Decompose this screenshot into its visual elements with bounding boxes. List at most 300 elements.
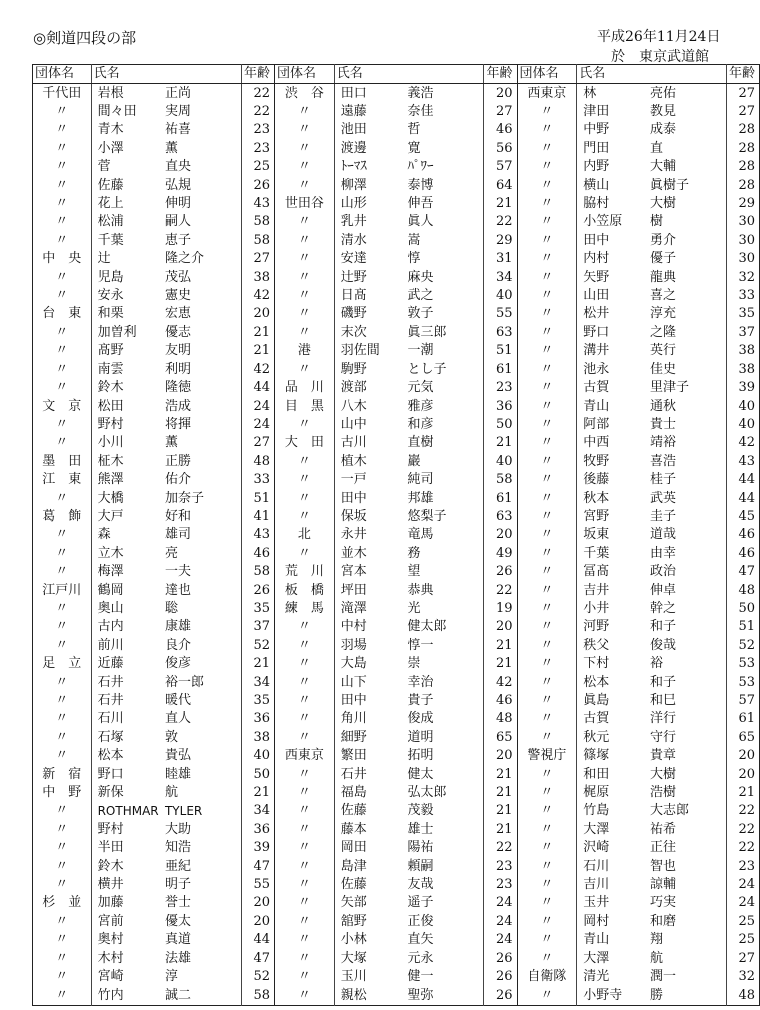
given-name: 奈佳 — [407, 104, 434, 120]
group-cell: 〃 — [275, 471, 334, 489]
surname: 磯野 — [340, 306, 367, 322]
table-row — [33, 894, 275, 912]
surname: 大橋 — [97, 490, 124, 506]
surname: 石井 — [340, 766, 367, 782]
header-row — [518, 65, 760, 84]
given-name: 真道 — [164, 932, 191, 948]
group-cell: 〃 — [518, 563, 577, 581]
age-cell: 21 — [495, 803, 513, 819]
given-name: 元気 — [407, 380, 434, 396]
name-cell — [91, 305, 241, 323]
table-row — [518, 158, 760, 176]
page-title: ◎剣道四段の部 — [33, 29, 137, 47]
name-cell — [577, 305, 727, 323]
name-cell — [577, 471, 727, 489]
table-row — [275, 747, 517, 765]
name-header: 氏名 — [334, 65, 484, 84]
name-cell — [334, 563, 484, 581]
age-cell: 52 — [738, 637, 755, 653]
age-cell: 33 — [253, 472, 270, 488]
given-name: 道哉 — [649, 527, 676, 543]
group-cell: 〃 — [33, 747, 92, 765]
age-cell: 44 — [738, 490, 755, 506]
age-header: 年齢 — [484, 65, 517, 84]
group-header: 団体名 — [518, 65, 577, 84]
age-cell: 50 — [738, 600, 755, 616]
table-row — [275, 894, 517, 912]
age-cell: 26 — [495, 987, 513, 1003]
table-row — [33, 692, 275, 710]
table-row — [518, 526, 760, 544]
surname: 八木 — [340, 398, 367, 414]
surname: 一戸 — [340, 472, 367, 488]
table-row — [33, 673, 275, 691]
name-cell — [91, 986, 241, 1005]
group-cell: 〃 — [518, 103, 577, 121]
name-cell — [577, 747, 727, 765]
given-name: 法雄 — [164, 950, 191, 966]
age-cell: 39 — [253, 840, 270, 856]
given-name: 弘規 — [164, 177, 191, 193]
name-cell — [334, 618, 484, 636]
surname: 羽場 — [340, 637, 367, 653]
surname: 坪田 — [340, 582, 367, 598]
name-cell — [91, 729, 241, 747]
table-row — [33, 637, 275, 655]
surname: 内野 — [583, 159, 610, 175]
table-row — [275, 416, 517, 434]
surname: 宮本 — [340, 564, 367, 580]
table-row — [518, 913, 760, 931]
group-cell: 〃 — [275, 765, 334, 783]
table-row — [518, 784, 760, 802]
age-cell: 55 — [495, 306, 513, 322]
surname: 野口 — [583, 324, 610, 340]
surname: 立木 — [97, 545, 124, 561]
table-row — [275, 600, 517, 618]
age-cell: 30 — [738, 232, 755, 248]
surname: 和栗 — [97, 306, 124, 322]
table-row — [518, 931, 760, 949]
group-cell: 〃 — [275, 655, 334, 673]
group-cell: 〃 — [33, 121, 92, 139]
age-cell: 40 — [495, 453, 513, 469]
surname: 田中 — [340, 693, 367, 709]
table-row — [518, 618, 760, 636]
table-row — [275, 379, 517, 397]
surname: ﾄｰﾏｽ — [340, 159, 367, 175]
given-name: 憲史 — [164, 288, 191, 304]
given-name: 良介 — [164, 637, 191, 653]
given-name: 諒輔 — [649, 877, 676, 893]
age-cell: 21 — [495, 766, 513, 782]
name-cell — [334, 637, 484, 655]
name-cell — [91, 894, 241, 912]
group-cell: 〃 — [518, 287, 577, 305]
name-cell — [91, 471, 241, 489]
surname: 熊澤 — [97, 472, 124, 488]
table-row — [275, 637, 517, 655]
given-name: 健一 — [407, 969, 434, 985]
surname: 藤本 — [340, 821, 367, 837]
table-row — [518, 821, 760, 839]
group-cell: 〃 — [33, 526, 92, 544]
age-cell: 47 — [253, 950, 270, 966]
name-cell — [334, 176, 484, 194]
given-name: 和磨 — [649, 913, 676, 929]
event-venue: 於 東京武道館 — [611, 49, 709, 65]
surname: 中野 — [583, 122, 610, 138]
table-row — [518, 563, 760, 581]
surname: 青木 — [97, 122, 124, 138]
given-name: 大樹 — [649, 766, 676, 782]
given-name: 英行 — [649, 343, 676, 359]
given-name: 光 — [407, 600, 421, 616]
given-name: 将揮 — [164, 416, 191, 432]
given-name: 頼嗣 — [407, 858, 434, 874]
given-name: 惇一 — [407, 637, 434, 653]
age-cell: 26 — [253, 582, 270, 598]
group-cell: 〃 — [518, 121, 577, 139]
age-cell: 23 — [738, 858, 755, 874]
age-cell: 22 — [738, 821, 755, 837]
group-cell: 〃 — [275, 784, 334, 802]
table-row — [33, 784, 275, 802]
name-header: 氏名 — [577, 65, 727, 84]
given-name: 泰博 — [407, 177, 434, 193]
table-row — [33, 489, 275, 507]
surname: 古川 — [340, 435, 367, 451]
surname: 田中 — [583, 232, 610, 248]
surname: 大塚 — [340, 950, 367, 966]
table-row — [33, 821, 275, 839]
group-cell: 江 東 — [33, 471, 92, 489]
name-cell — [334, 489, 484, 507]
surname: 島津 — [340, 858, 367, 874]
name-cell — [91, 655, 241, 673]
name-cell — [91, 747, 241, 765]
name-cell — [91, 287, 241, 305]
age-cell: 61 — [495, 490, 513, 506]
group-cell: 〃 — [33, 950, 92, 968]
age-cell: 21 — [253, 656, 270, 672]
age-header: 年齢 — [726, 65, 759, 84]
table-row — [275, 361, 517, 379]
name-cell — [577, 397, 727, 415]
given-name: 道明 — [407, 729, 434, 745]
group-cell: 〃 — [518, 729, 577, 747]
table-row — [33, 471, 275, 489]
age-cell: 46 — [253, 545, 270, 561]
group-cell: 〃 — [518, 305, 577, 323]
table-row — [33, 213, 275, 231]
age-cell: 56 — [495, 140, 513, 156]
group-cell: 〃 — [33, 637, 92, 655]
group-cell: 〃 — [33, 176, 92, 194]
given-name: 純司 — [407, 472, 434, 488]
given-name: 直央 — [164, 159, 191, 175]
given-name: 利明 — [164, 361, 191, 377]
group-cell: 中 央 — [33, 250, 92, 268]
age-cell: 46 — [738, 527, 755, 543]
table-row — [518, 655, 760, 673]
given-name: 務 — [407, 545, 421, 561]
name-cell — [577, 839, 727, 857]
group-cell: 〃 — [275, 324, 334, 342]
age-cell: 58 — [253, 214, 270, 230]
group-cell: 〃 — [33, 140, 92, 158]
age-cell: 21 — [495, 435, 513, 451]
given-name: 拓明 — [407, 748, 434, 764]
given-name: 茂毅 — [407, 803, 434, 819]
group-cell: 〃 — [275, 894, 334, 912]
surname: 福島 — [340, 785, 367, 801]
group-cell: 〃 — [275, 710, 334, 728]
table-row — [518, 471, 760, 489]
surname: 松本 — [583, 674, 610, 690]
table-row — [33, 968, 275, 986]
given-name: 貴士 — [649, 416, 676, 432]
age-cell: 40 — [495, 288, 513, 304]
name-cell — [577, 894, 727, 912]
given-name: 直樹 — [407, 435, 434, 451]
table-row — [275, 839, 517, 857]
group-cell: 〃 — [518, 397, 577, 415]
given-name: 正俊 — [407, 913, 434, 929]
surname: 秋本 — [583, 490, 610, 506]
group-cell: 〃 — [275, 913, 334, 931]
name-cell — [577, 931, 727, 949]
name-cell — [334, 287, 484, 305]
given-name: 達也 — [164, 582, 191, 598]
surname: 清水 — [340, 232, 367, 248]
table-row — [275, 232, 517, 250]
name-cell — [334, 84, 484, 103]
name-cell — [91, 931, 241, 949]
table-row — [275, 765, 517, 783]
name-cell — [577, 876, 727, 894]
group-cell: 〃 — [518, 453, 577, 471]
table-row — [33, 140, 275, 158]
age-cell: 19 — [495, 600, 513, 616]
surname: 親松 — [340, 987, 367, 1003]
surname: 辻野 — [340, 269, 367, 285]
group-cell: 〃 — [275, 176, 334, 194]
group-cell: 〃 — [518, 342, 577, 360]
table-row — [518, 765, 760, 783]
given-name: 和子 — [649, 674, 676, 690]
name-cell — [91, 913, 241, 931]
given-name: 航 — [164, 785, 178, 801]
age-cell: 43 — [253, 527, 270, 543]
age-cell: 47 — [738, 564, 755, 580]
surname: 滝澤 — [340, 600, 367, 616]
surname: 梶原 — [583, 785, 610, 801]
given-name: 眞人 — [407, 214, 434, 230]
table-row — [33, 581, 275, 599]
given-name: 敦子 — [407, 306, 434, 322]
age-cell: 65 — [738, 729, 755, 745]
table-row — [33, 600, 275, 618]
age-cell: 63 — [495, 324, 513, 340]
age-cell: 21 — [495, 637, 513, 653]
name-cell — [334, 508, 484, 526]
name-cell — [334, 103, 484, 121]
age-cell: 50 — [495, 416, 513, 432]
group-cell: 〃 — [275, 802, 334, 820]
surname: 石川 — [583, 858, 610, 874]
name-cell — [334, 673, 484, 691]
surname: 野村 — [97, 416, 124, 432]
surname: 秩父 — [583, 637, 610, 653]
table-row — [33, 710, 275, 728]
age-cell: 52 — [253, 969, 270, 985]
surname: 前川 — [97, 637, 124, 653]
given-name: ﾊﾟﾜｰ — [407, 159, 434, 175]
table-row — [33, 618, 275, 636]
surname: 奥山 — [97, 600, 124, 616]
age-cell: 36 — [253, 711, 270, 727]
table-row — [518, 361, 760, 379]
table-row — [275, 305, 517, 323]
surname: 山下 — [340, 674, 367, 690]
surname: 冨髙 — [583, 564, 610, 580]
group-cell: 荒 川 — [275, 563, 334, 581]
surname: ROTHMAR — [97, 804, 159, 819]
results-tables — [32, 64, 760, 1006]
group-cell: 〃 — [275, 876, 334, 894]
table-row — [275, 876, 517, 894]
group-cell: 〃 — [33, 287, 92, 305]
given-name: 龍典 — [649, 269, 676, 285]
age-header: 年齢 — [241, 65, 274, 84]
given-name: 淳 — [164, 969, 178, 985]
table-row — [275, 526, 517, 544]
name-cell — [577, 121, 727, 139]
age-cell: 24 — [495, 913, 513, 929]
group-cell: 〃 — [518, 489, 577, 507]
age-cell: 51 — [495, 343, 513, 359]
given-name: 知浩 — [164, 840, 191, 856]
given-name: 嵩 — [407, 232, 421, 248]
group-cell: 〃 — [518, 416, 577, 434]
table-row — [275, 821, 517, 839]
table-row — [518, 637, 760, 655]
group-cell: 港 — [275, 342, 334, 360]
table-row — [33, 121, 275, 139]
table-row — [275, 287, 517, 305]
table-row — [33, 268, 275, 286]
name-cell — [577, 250, 727, 268]
table-row — [33, 765, 275, 783]
given-name: 一潮 — [407, 343, 434, 359]
given-name: 麻央 — [407, 269, 434, 285]
age-cell: 26 — [253, 177, 270, 193]
age-cell: 64 — [495, 177, 513, 193]
table-row — [275, 545, 517, 563]
given-name: 浩樹 — [649, 785, 676, 801]
table-row — [275, 802, 517, 820]
group-cell: 〃 — [275, 287, 334, 305]
name-cell — [334, 453, 484, 471]
name-cell — [334, 655, 484, 673]
group-cell: 〃 — [275, 618, 334, 636]
name-cell — [334, 600, 484, 618]
surname: 鈴木 — [97, 858, 124, 874]
group-cell: 〃 — [518, 158, 577, 176]
name-cell — [577, 710, 727, 728]
group-cell: 〃 — [518, 618, 577, 636]
table-row — [33, 305, 275, 323]
group-cell: 葛 飾 — [33, 508, 92, 526]
table-row — [275, 434, 517, 452]
surname: 古賀 — [583, 711, 610, 727]
group-cell: 足 立 — [33, 655, 92, 673]
table-row — [518, 508, 760, 526]
name-cell — [334, 305, 484, 323]
group-cell: 〃 — [518, 526, 577, 544]
group-cell: 〃 — [33, 232, 92, 250]
given-name: 隆徳 — [164, 380, 191, 396]
surname: 溝井 — [583, 343, 610, 359]
given-name: 康雄 — [164, 619, 191, 635]
given-name: 通秋 — [649, 398, 676, 414]
surname: 横山 — [583, 177, 610, 193]
surname: 大島 — [340, 656, 367, 672]
age-cell: 28 — [738, 177, 755, 193]
age-cell: 27 — [738, 104, 755, 120]
name-cell — [577, 673, 727, 691]
table-row — [518, 84, 760, 103]
given-name: 由幸 — [649, 545, 676, 561]
age-cell: 28 — [738, 159, 755, 175]
group-cell: 〃 — [33, 931, 92, 949]
group-cell: 〃 — [275, 637, 334, 655]
age-cell: 43 — [253, 196, 270, 212]
age-cell: 26 — [495, 969, 513, 985]
group-cell: 〃 — [33, 268, 92, 286]
age-cell: 23 — [495, 380, 513, 396]
given-name: 明子 — [164, 877, 191, 893]
name-cell — [91, 545, 241, 563]
name-cell — [577, 195, 727, 213]
age-cell: 48 — [495, 711, 513, 727]
group-cell: 〃 — [33, 563, 92, 581]
age-cell: 46 — [495, 122, 513, 138]
age-cell: 47 — [253, 858, 270, 874]
surname: 佐藤 — [97, 177, 124, 193]
surname: 花上 — [97, 196, 124, 212]
surname: 山田 — [583, 288, 610, 304]
name-cell — [577, 361, 727, 379]
given-name: 大助 — [164, 821, 191, 837]
age-cell: 32 — [738, 969, 755, 985]
name-cell — [577, 526, 727, 544]
results-table-3 — [518, 64, 760, 1006]
table-row — [33, 986, 275, 1005]
given-name: 伸卓 — [649, 582, 676, 598]
name-cell — [334, 342, 484, 360]
given-name: 亮佑 — [649, 85, 676, 101]
given-name: 靖裕 — [649, 435, 676, 451]
group-header: 団体名 — [275, 65, 334, 84]
given-name: 和子 — [649, 619, 676, 635]
table-row — [518, 581, 760, 599]
given-name: 祐希 — [649, 821, 676, 837]
surname: 中村 — [340, 619, 367, 635]
group-cell: 〃 — [33, 802, 92, 820]
surname: 木村 — [97, 950, 124, 966]
